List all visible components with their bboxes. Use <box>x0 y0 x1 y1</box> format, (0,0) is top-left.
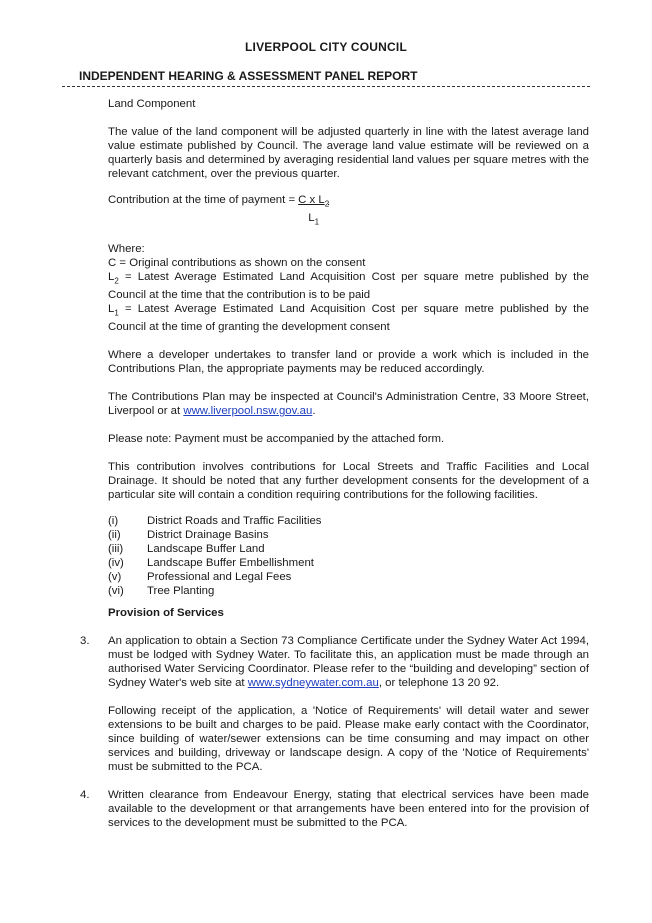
list-item: (ii) District Drainage Basins <box>108 529 269 542</box>
formula-fraction <box>298 193 329 230</box>
definition-c: C = Original contributions as shown on the consent <box>108 256 366 269</box>
payment-note: Please note: Payment must be accompanied by the attached form. <box>108 433 445 446</box>
where-label: Where: <box>108 242 145 255</box>
land-value-paragraph: The value of the land component will be adjusted quarterly in line with the latest average land value estimate published by Council. The average land value estimate will be reviewed on a quarterly basis and determined by averaging residential land values per square metres with the relevant catchment, over the previous quarter. <box>108 126 589 180</box>
formula-denominator: $L_1$ <box>308 212 320 227</box>
land-component-heading: Land Component <box>108 98 196 110</box>
condition-4-paragraph: Written clearance from Endeavour Energy, stating that electrical services have been made available to the development or that arrangements have been entered into for the provision of services to the development must be submitted to the PCA. <box>108 789 589 830</box>
condition-4-number: 4. <box>80 789 90 802</box>
list-item: (iii) Landscape Buffer Land <box>108 543 265 556</box>
definition-l1: $L_1$ = Latest Average Estimated Land Acquisition Cost per square metre published by the Council at the time of granting the development consent <box>108 302 589 334</box>
inspect-paragraph: The Contributions Plan may be inspected at Council's Administration Centre, 33 Moore Street, Liverpool or at www.liverpool.nsw.gov.au. <box>108 391 589 418</box>
header-divider <box>62 86 590 87</box>
council-name: LIVERPOOL CITY COUNCIL <box>245 40 407 54</box>
transfer-paragraph: Where a developer undertakes to transfer land or provide a work which is included in the Contributions Plan, the appropriate payments may be reduced accordingly. <box>108 349 589 376</box>
list-item: (i) District Roads and Traffic Facilities <box>108 515 322 528</box>
list-item: (vi) Tree Planting <box>108 585 215 598</box>
document-body <box>80 97 589 830</box>
contribution-formula <box>108 193 589 230</box>
formula-numerator: C x $L_2$ <box>298 194 330 209</box>
list-item: (iv) Landscape Buffer Embellishment <box>108 557 314 570</box>
formula-label: Contribution at the time of payment = <box>108 194 296 206</box>
facilities-list <box>108 514 589 598</box>
condition-4 <box>80 788 589 830</box>
report-title: INDEPENDENT HEARING & ASSESSMENT PANEL REPORT <box>79 69 418 83</box>
local-contribution-paragraph: This contribution involves contributions for Local Streets and Traffic Facilities and Local Drainage. It should be noted that any further development consents for the development of a particular site will contain a condition requiring contributions for the following facilities. <box>108 461 589 502</box>
definition-l2: $L_2$ = Latest Average Estimated Land Acquisition Cost per square metre published by the Council at the time that the contribution is to be paid <box>108 270 589 301</box>
condition-3-number: 3. <box>80 635 90 648</box>
provision-of-services-heading: Provision of Services <box>108 607 224 620</box>
list-item: (v) Professional and Legal Fees <box>108 571 292 584</box>
condition-3 <box>80 634 589 774</box>
liverpool-website-link[interactable]: www.liverpool.nsw.gov.au <box>183 405 313 418</box>
condition-3-paragraph-2: Following receipt of the application, a 'Notice of Requirements' will detail water and sewer extensions to be built and charges to be paid. Please make early contact with the Coordinator, since building of water/sewer extensions can be time consuming and may impact on other services and building, driveway or landscape design. A copy of the 'Notice of Requirements' must be submitted to the PCA. <box>108 705 589 774</box>
sydney-water-website-link[interactable]: www.sydneywater.com.au <box>247 677 379 690</box>
condition-3-paragraph-1: An application to obtain a Section 73 Compliance Certificate under the Sydney Water Act 1994, must be lodged with Sydney Water. To facilitate this, an application must be made through an authorised Water Servicing Coordinator. Please refer to the “building and developing” section of Sydney Water's web site at www.sydneywater.com.au, or telephone 13 20 92. <box>108 635 589 690</box>
